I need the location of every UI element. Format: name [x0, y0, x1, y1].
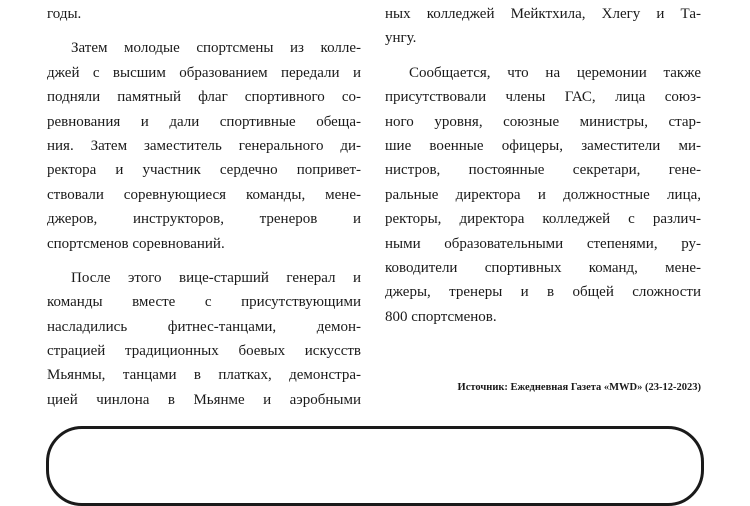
- text-line: ревнования и дали спортивные обеща-: [47, 113, 361, 130]
- text-line: страцией традиционных боевых искусств: [47, 343, 361, 360]
- text-line: ными образовательными степенями, ру-: [385, 235, 701, 252]
- text-line: подняли памятный флаг спортивного со-: [47, 89, 361, 106]
- text-line: присутствовали члены ГАС, лица союз-: [385, 89, 701, 106]
- text-line: джей с высшим образованием передали и: [47, 64, 361, 81]
- text-line: команды вместе с присутствующими: [47, 294, 361, 311]
- text-line: цией чинлона в Мьянме и аэробными: [47, 391, 361, 408]
- text-line: ного уровня, союзные министры, стар-: [385, 113, 701, 130]
- text-line: Затем молодые спортсмены из колле-: [71, 40, 361, 57]
- text-line: ректоры, директора колледжей с различ-: [385, 211, 701, 228]
- text-line: ральные директора и должностные лица,: [385, 186, 701, 203]
- right-column: [385, 0, 701, 329]
- text-line: После этого вице-старший генерал и: [71, 269, 361, 286]
- text-line: спортсменов соревнований.: [47, 235, 225, 252]
- text-line: джеры, тренеры и в общей сложности: [385, 284, 701, 301]
- text-line: насладились фитнес-танцами, демон-: [47, 318, 361, 335]
- text-line: ствовали соревнующиеся команды, мене-: [47, 186, 361, 203]
- rounded-box-frame: [46, 426, 704, 506]
- text-line: ректора и участник сердечно попривет-: [47, 162, 361, 179]
- text-line: нистров, постоянные секретари, гене-: [385, 162, 701, 179]
- left-column: [47, 0, 361, 412]
- text-line: шие военные офицеры, заместители ми-: [385, 137, 701, 154]
- text-line: ководители спортивных команд, мене-: [385, 259, 701, 276]
- text-line: унгу.: [385, 30, 417, 47]
- source-citation: Источник: Ежедневная Газета «MWD» (23-12-2023): [457, 382, 701, 393]
- text-line: годы.: [47, 6, 82, 22]
- text-line: ния. Затем заместитель генерального ди-: [47, 137, 361, 154]
- text-line: ных колледжей Мейктхила, Хлегу и Та-: [385, 6, 701, 22]
- text-line: Мьянмы, танцами в платках, демонстра-: [47, 367, 361, 384]
- text-line: 800 спортсменов.: [385, 308, 497, 325]
- text-line: джеров, инструкторов, тренеров и: [47, 211, 361, 228]
- text-line: Сообщается, что на церемонии также: [409, 64, 701, 81]
